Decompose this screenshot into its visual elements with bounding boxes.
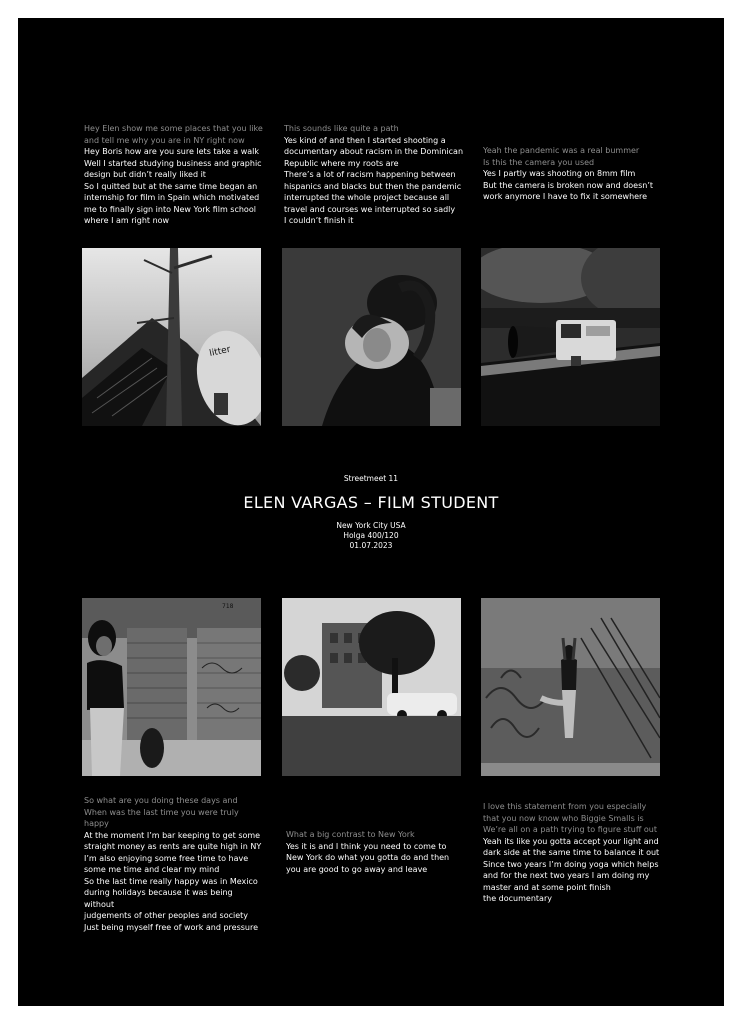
question-line: Hey Elen show me some places that you like [84, 124, 263, 133]
bottom-column-3 [483, 801, 663, 905]
answer-line: master and at some point finish [483, 882, 611, 892]
photo-yoga-pose [481, 598, 660, 776]
answer-line: Republic where my roots are [284, 158, 399, 168]
photo-film-camera [481, 248, 660, 426]
sign-text: litter [208, 344, 232, 359]
photo-street-lamp [82, 248, 261, 426]
answer-line: So I quitted but at the same time began an [84, 181, 258, 191]
photo-street-tree [282, 598, 461, 776]
question-line: I love this statement from you especially [483, 802, 647, 811]
shoot-date: 01.07.2023 [349, 541, 393, 550]
page-title: ELEN VARGAS – FILM STUDENT [243, 493, 499, 512]
answer-line: the documentary [483, 894, 552, 903]
answer-line: I couldn’t finish it [284, 216, 354, 225]
answer-line: Since two years I’m doing yoga which helps [483, 859, 659, 869]
yoga-pose-illustration [481, 598, 660, 776]
answer-line: Yeah its like you gotta accept your light and [483, 836, 659, 846]
answer-line: There’s a lot of racism happening between [284, 170, 456, 179]
question-line: This sounds like quite a path [284, 124, 399, 133]
question-line: What a big contrast to New York [286, 830, 415, 839]
question-line: and tell me why you are in NY right now [84, 135, 245, 145]
poster [18, 18, 724, 1006]
film-camera-illustration [481, 248, 660, 426]
location: New York City USA [336, 521, 406, 530]
answer-line: interrupted the whole project because all [284, 193, 450, 202]
answer-line: travel and courses we interrupted so sadly [284, 204, 456, 214]
answer-line: work anymore I have to fix it somewhere [483, 192, 648, 201]
answer-line: during holidays because it was being without [84, 888, 233, 909]
answer-line: and for the next two years I am doing my [483, 871, 650, 880]
bottom-column-1 [84, 795, 264, 933]
answer-line: me to finally sign into New York film school [84, 204, 256, 214]
answer-line: documentary about racism in the Dominican [284, 147, 464, 156]
answer-line: Hey Boris how are you sure lets take a walk [84, 147, 259, 156]
answer-line: Yes kind of and then I started shooting a [284, 135, 446, 145]
answer-line: you are good to go away and leave [286, 864, 428, 874]
camera-model: Holga 400/120 [343, 531, 399, 540]
top-column-3 [483, 145, 663, 203]
portrait-mirror-illustration [282, 248, 461, 426]
photo-woman-shutters [82, 598, 261, 776]
question-line: We’re all on a path trying to figure stuff out [483, 825, 658, 834]
answer-line: New York do what you gotta do and then [286, 853, 450, 862]
question-line: Is this the camera you used [483, 157, 595, 167]
question-line: Yeah the pandemic was a real bummer [483, 146, 640, 155]
top-column-2 [284, 123, 464, 227]
answer-line: So the last time really happy was in Mexico [84, 876, 258, 886]
street-lamp-illustration [82, 248, 261, 426]
woman-shutters-illustration [82, 598, 261, 776]
bottom-column-2 [286, 829, 466, 875]
answer-line: Just being myself free of work and pressure [84, 922, 259, 932]
building-number: 718 [222, 603, 234, 610]
street-tree-illustration [282, 598, 461, 776]
answer-line: But the camera is broken now and doesn’t [483, 180, 654, 190]
answer-line: hispanics and blacks but then the pandemic [284, 181, 462, 191]
answer-line: internship for film in Spain which motivated [84, 193, 260, 202]
answer-line: Well I started studying business and graphic [84, 158, 262, 168]
answer-line: some me time and clear my mind [84, 865, 220, 874]
answer-line: straight money as rents are quite high in NY [84, 842, 262, 851]
answer-line: where I am right now [84, 216, 170, 225]
photo-portrait-mirror [282, 248, 461, 426]
top-column-1 [84, 123, 264, 227]
answer-line: Yes it is and I think you need to come to [286, 841, 447, 851]
answer-line: I’m also enjoying some free time to have [84, 853, 249, 863]
question-line: that you now know who Biggie Smalls is [483, 813, 644, 823]
answer-line: judgements of other peoples and society [84, 911, 249, 920]
question-line: When was the last time you were truly happy [84, 807, 239, 828]
answer-line: At the moment I’m bar keeping to get some [84, 830, 261, 840]
answer-line: Yes I partly was shooting on 8mm film [483, 169, 636, 178]
series-label: Streetmeet 11 [343, 474, 399, 483]
answer-line: design but didn’t really liked it [84, 170, 206, 179]
shoot-details [18, 521, 724, 551]
answer-line: dark side at the same time to balance it out [483, 848, 660, 857]
question-line: So what are you doing these days and [84, 796, 238, 805]
